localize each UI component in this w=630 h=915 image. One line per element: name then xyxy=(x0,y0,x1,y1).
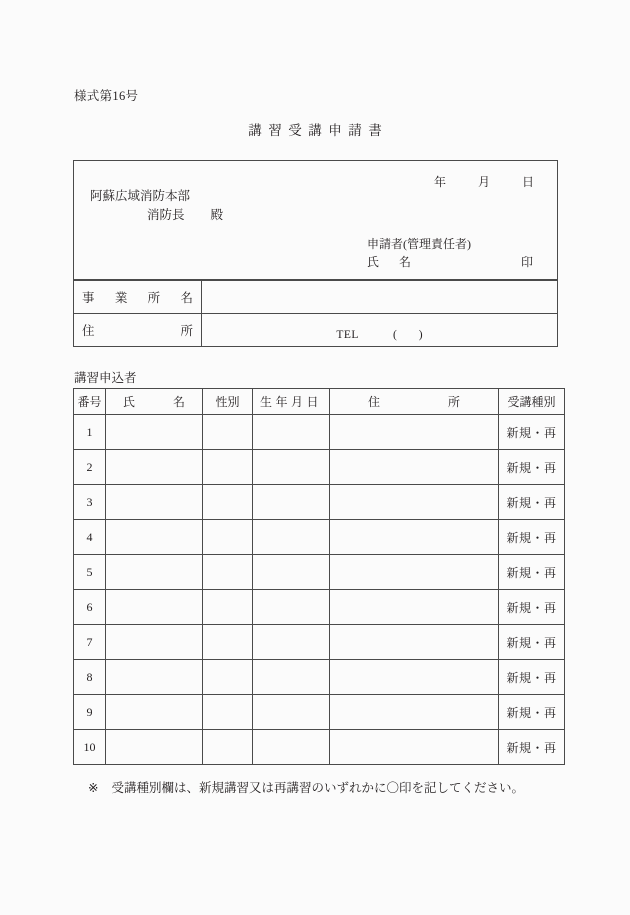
date-day-label: 日 xyxy=(521,175,534,189)
cell-number: 3 xyxy=(74,485,106,520)
office-address-label-char-1: 住 xyxy=(82,324,95,338)
cell-sex[interactable] xyxy=(203,520,253,555)
cell-dob[interactable] xyxy=(253,415,330,450)
cell-address[interactable] xyxy=(330,485,499,520)
table-row xyxy=(74,520,565,555)
cell-dob[interactable] xyxy=(253,695,330,730)
applicant-signature-block xyxy=(367,235,533,271)
telephone-line xyxy=(210,320,549,341)
column-header-address-char-1: 住 xyxy=(368,395,381,409)
footnote xyxy=(88,778,524,796)
table-row xyxy=(74,625,565,660)
table-row-office-address xyxy=(74,314,558,347)
cell-dob[interactable] xyxy=(253,660,330,695)
applicant-header-box xyxy=(73,160,558,280)
applicant-name-label: 氏 名 xyxy=(367,255,416,269)
office-name-label-cell xyxy=(74,281,202,314)
column-header-sex: 性別 xyxy=(203,389,253,415)
cell-number: 8 xyxy=(74,660,106,695)
table-row-office-name xyxy=(74,281,558,314)
seal-label: 印 xyxy=(520,255,533,269)
cell-sex[interactable] xyxy=(203,695,253,730)
column-header-dob-text: 生年月日 xyxy=(259,395,322,409)
cell-course-type[interactable]: 新規・再 xyxy=(499,555,565,590)
footnote-mark: ※ xyxy=(88,781,99,795)
cell-course-type[interactable]: 新規・再 xyxy=(499,590,565,625)
cell-address[interactable] xyxy=(330,695,499,730)
cell-number: 10 xyxy=(74,730,106,765)
date-line xyxy=(434,173,534,190)
applicant-role-label: 申請者(管理責任者) xyxy=(367,237,471,251)
cell-number: 7 xyxy=(74,625,106,660)
cell-dob[interactable] xyxy=(253,485,330,520)
table-row xyxy=(74,450,565,485)
table-row xyxy=(74,695,565,730)
table-row xyxy=(74,660,565,695)
cell-course-type[interactable]: 新規・再 xyxy=(499,485,565,520)
office-name-label-char-4: 名 xyxy=(180,291,193,305)
cell-sex[interactable] xyxy=(203,660,253,695)
cell-address[interactable] xyxy=(330,450,499,485)
office-name-label-char-1: 事 xyxy=(82,291,95,305)
addressee-organization: 阿蘇広域消防本部 xyxy=(90,189,191,203)
cell-name[interactable] xyxy=(106,450,203,485)
column-header-address xyxy=(330,389,499,415)
cell-number: 5 xyxy=(74,555,106,590)
cell-number: 2 xyxy=(74,450,106,485)
cell-address[interactable] xyxy=(330,415,499,450)
cell-address[interactable] xyxy=(330,520,499,555)
cell-name[interactable] xyxy=(106,520,203,555)
addressee-title: 消防長 xyxy=(147,208,185,223)
cell-dob[interactable] xyxy=(253,520,330,555)
applicants-section-label: 講習申込者 xyxy=(74,371,137,385)
addressee-block xyxy=(90,187,223,226)
cell-name[interactable] xyxy=(106,590,203,625)
cell-dob[interactable] xyxy=(253,590,330,625)
office-address-label-char-2: 所 xyxy=(180,324,193,338)
page-title: 講習受講申請書 xyxy=(248,123,389,138)
cell-name[interactable] xyxy=(106,415,203,450)
cell-course-type[interactable]: 新規・再 xyxy=(499,520,565,555)
cell-number: 1 xyxy=(74,415,106,450)
office-address-input-cell[interactable] xyxy=(202,314,558,347)
cell-address[interactable] xyxy=(330,555,499,590)
cell-address[interactable] xyxy=(330,625,499,660)
column-header-dob xyxy=(253,389,330,415)
date-year-label: 年 xyxy=(434,175,447,189)
column-header-address-char-2: 所 xyxy=(447,395,460,409)
cell-course-type[interactable]: 新規・再 xyxy=(499,415,565,450)
column-header-course-type: 受講種別 xyxy=(499,389,565,415)
cell-name[interactable] xyxy=(106,695,203,730)
cell-name[interactable] xyxy=(106,660,203,695)
cell-address[interactable] xyxy=(330,590,499,625)
telephone-paren-close: ) xyxy=(418,328,423,341)
form-number: 様式第16号 xyxy=(74,89,139,103)
addressee-honorific: 殿 xyxy=(210,208,224,223)
cell-sex[interactable] xyxy=(203,730,253,765)
cell-number: 4 xyxy=(74,520,106,555)
applicants-table-body xyxy=(74,415,565,765)
cell-course-type[interactable]: 新規・再 xyxy=(499,625,565,660)
column-header-name-char-2: 名 xyxy=(172,395,185,409)
column-header-name xyxy=(106,389,203,415)
table-row xyxy=(74,555,565,590)
table-header-row xyxy=(74,389,565,415)
cell-sex[interactable] xyxy=(203,415,253,450)
telephone-label: TEL xyxy=(336,328,359,341)
cell-name[interactable] xyxy=(106,625,203,660)
footnote-text: 受講種別欄は、新規講習又は再講習のいずれかに〇印を記してください。 xyxy=(111,781,524,795)
office-name-label-char-2: 業 xyxy=(114,291,128,305)
cell-course-type[interactable]: 新規・再 xyxy=(499,695,565,730)
cell-sex[interactable] xyxy=(203,625,253,660)
cell-dob[interactable] xyxy=(253,730,330,765)
applicants-table xyxy=(73,388,565,765)
cell-address[interactable] xyxy=(330,730,499,765)
date-month-label: 月 xyxy=(477,175,490,189)
cell-number: 6 xyxy=(74,590,106,625)
table-row xyxy=(74,415,565,450)
table-row xyxy=(74,730,565,765)
table-row xyxy=(74,590,565,625)
cell-name[interactable] xyxy=(106,555,203,590)
cell-dob[interactable] xyxy=(253,450,330,485)
column-header-name-char-1: 氏 xyxy=(123,395,136,409)
cell-address[interactable] xyxy=(330,660,499,695)
applicant-name-row xyxy=(367,253,533,271)
cell-dob[interactable] xyxy=(253,625,330,660)
column-header-number: 番号 xyxy=(74,389,106,415)
cell-sex[interactable] xyxy=(203,450,253,485)
cell-number: 9 xyxy=(74,695,106,730)
cell-sex[interactable] xyxy=(203,590,253,625)
cell-sex[interactable] xyxy=(203,555,253,590)
cell-name[interactable] xyxy=(106,485,203,520)
cell-course-type[interactable]: 新規・再 xyxy=(499,730,565,765)
cell-dob[interactable] xyxy=(253,555,330,590)
cell-name[interactable] xyxy=(106,730,203,765)
cell-course-type[interactable]: 新規・再 xyxy=(499,450,565,485)
telephone-paren-open: ( xyxy=(392,328,397,341)
office-name-input-cell[interactable] xyxy=(202,281,558,314)
cell-sex[interactable] xyxy=(203,485,253,520)
addressee-title-line xyxy=(90,206,223,225)
cell-course-type[interactable]: 新規・再 xyxy=(499,660,565,695)
office-name-label-char-3: 所 xyxy=(147,291,161,305)
office-address-table xyxy=(73,280,558,347)
office-address-label-cell xyxy=(74,314,202,347)
table-row xyxy=(74,485,565,520)
